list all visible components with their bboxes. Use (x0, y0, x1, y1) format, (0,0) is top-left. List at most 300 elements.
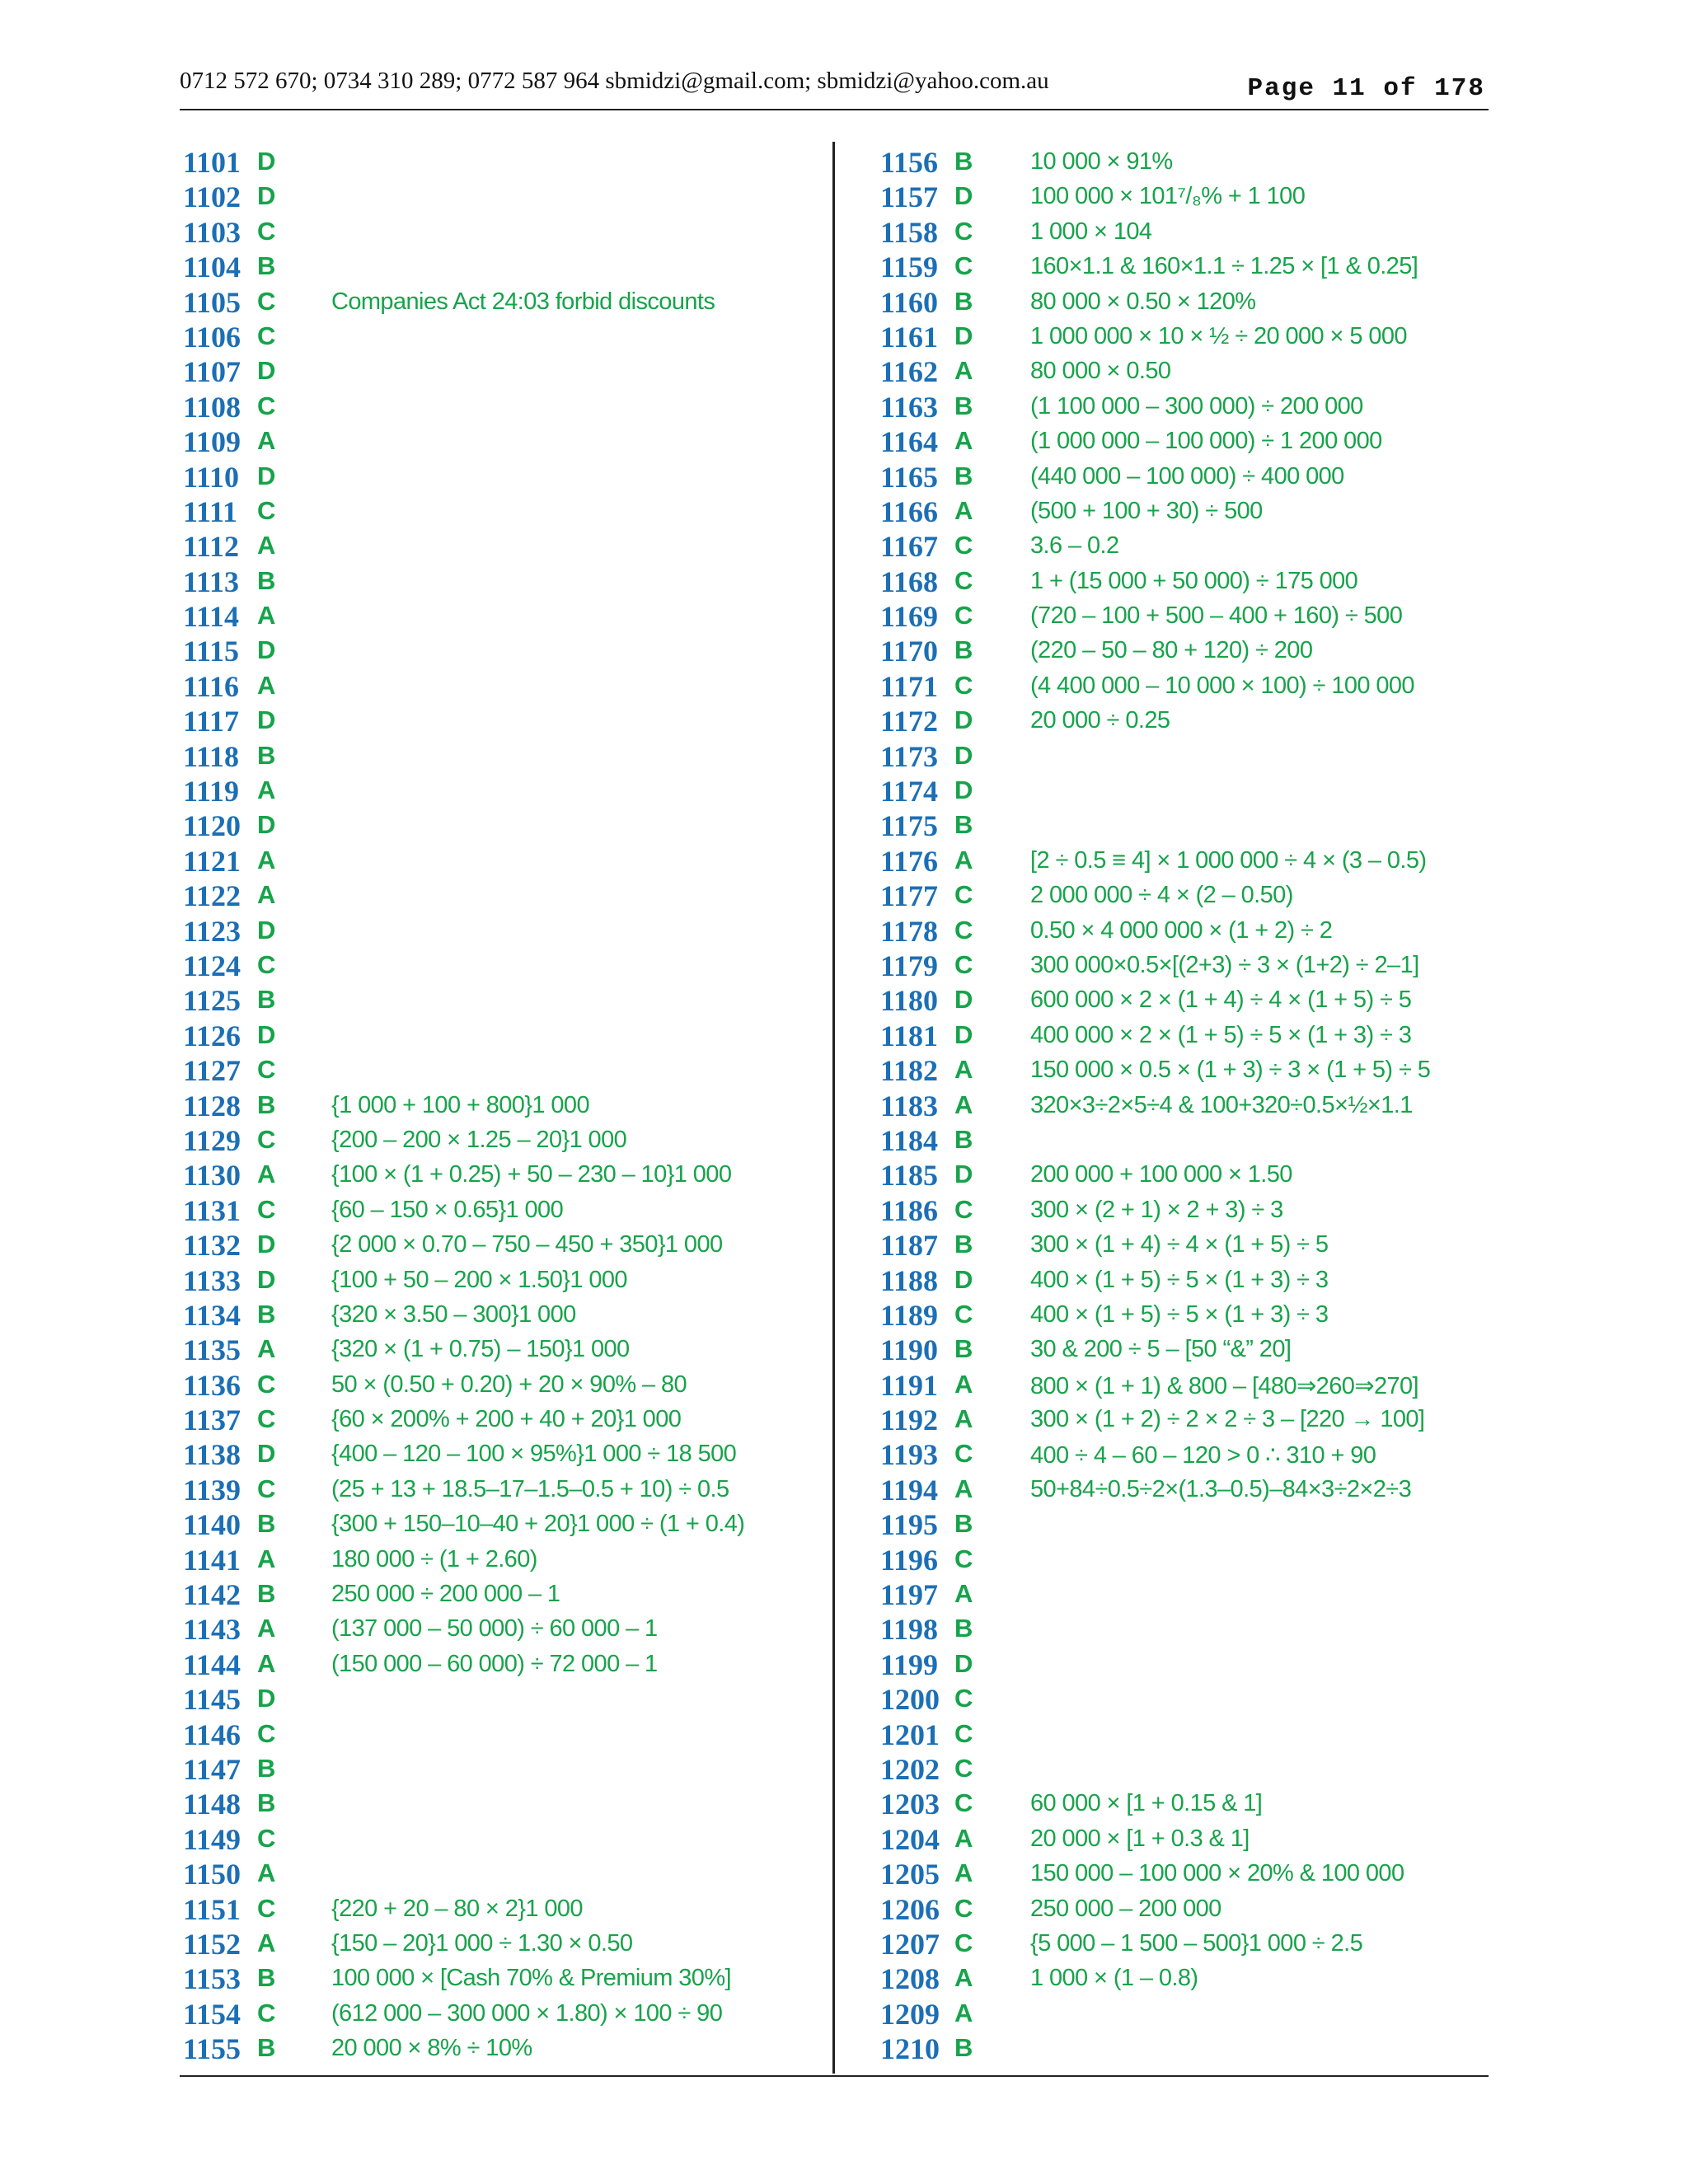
answer-row (880, 701, 1507, 738)
answer-row (183, 980, 826, 1018)
working-note: {2 000 × 0.70 – 750 – 450 + 350}1 000 (331, 1231, 723, 1258)
working-note: (137 000 – 50 000) ÷ 60 000 – 1 (331, 1615, 658, 1643)
working-note: 400 × (1 + 5) ÷ 5 × (1 + 3) ÷ 3 (1030, 1266, 1329, 1293)
question-number: 1118 (183, 739, 240, 773)
question-number: 1168 (880, 565, 939, 598)
question-number: 1119 (183, 775, 240, 808)
question-number: 1173 (880, 739, 939, 773)
answer-row (183, 1714, 826, 1749)
answer-row (183, 561, 826, 596)
question-number: 1112 (183, 530, 240, 564)
answer-letter: D (257, 635, 276, 665)
answer-letter: C (257, 391, 276, 420)
answer-row (183, 911, 826, 948)
question-number: 1134 (183, 1298, 241, 1332)
answer-letter: A (954, 1963, 973, 1993)
working-note: 20 000 ÷ 0.25 (1030, 707, 1170, 734)
working-note: Companies Act 24:03 forbid discounts (331, 288, 715, 315)
answer-row (183, 666, 826, 701)
working-note: (220 – 50 – 80 + 120) ÷ 200 (1030, 637, 1313, 664)
answer-row (880, 911, 1507, 948)
answer-row (183, 387, 826, 424)
question-number: 1104 (183, 251, 241, 284)
answer-row (880, 491, 1507, 526)
working-note: 3.6 – 0.2 (1030, 532, 1119, 560)
question-number: 1148 (183, 1788, 241, 1821)
answer-row (183, 841, 826, 878)
working-note: (25 + 13 + 18.5–17–1.5–0.5 + 10) ÷ 0.5 (331, 1475, 729, 1502)
answer-row (880, 561, 1507, 596)
contact-details: 0712 572 670; 0734 310 289; 0772 587 964 sbmidzi@gmail.com; sbmidzi@yahoo.com.au (180, 68, 1049, 94)
working-note: 400 000 × 2 × (1 + 5) ÷ 5 × (1 + 3) ÷ 3 (1030, 1021, 1412, 1048)
answer-row (880, 316, 1507, 354)
answer-letter: D (257, 810, 276, 840)
question-number: 1150 (183, 1858, 241, 1891)
answer-letter: D (954, 181, 973, 211)
working-note: (720 – 100 + 500 – 400 + 160) ÷ 500 (1030, 602, 1403, 630)
question-number: 1102 (183, 180, 241, 214)
answer-row (880, 1260, 1507, 1295)
answer-row (183, 1260, 826, 1295)
working-note: (500 + 100 + 30) ÷ 500 (1030, 497, 1263, 524)
answer-row (880, 1958, 1507, 1996)
answer-letter: C (954, 1893, 973, 1923)
question-number: 1157 (880, 180, 939, 214)
working-note: 160×1.1 & 160×1.1 ÷ 1.25 × [1 & 0.25] (1030, 253, 1418, 280)
question-number: 1184 (880, 1123, 939, 1157)
question-number: 1167 (880, 530, 939, 564)
question-number: 1179 (880, 949, 939, 982)
working-note: (1 000 000 – 100 000) ÷ 1 200 000 (1030, 428, 1382, 455)
question-number: 1161 (880, 320, 939, 354)
answer-letter: B (954, 1230, 973, 1259)
working-note: (1 100 000 – 300 000) ÷ 200 000 (1030, 392, 1363, 419)
answer-row (880, 176, 1507, 214)
answer-row (183, 1399, 826, 1437)
answer-letter: A (257, 1160, 276, 1189)
working-note: 30 & 200 ÷ 5 – [50 “&” 20] (1030, 1336, 1292, 1363)
question-number: 1147 (183, 1752, 241, 1786)
answer-letter: C (257, 1124, 276, 1154)
answer-letter: D (257, 915, 276, 944)
working-note: (4 400 000 – 10 000 × 100) ÷ 100 000 (1030, 672, 1414, 699)
answer-letter: A (954, 845, 973, 874)
column-divider (832, 142, 835, 2074)
question-number: 1135 (183, 1333, 241, 1367)
answer-letter: A (257, 1544, 276, 1573)
question-number: 1196 (880, 1543, 939, 1577)
question-number: 1164 (880, 425, 939, 459)
question-number: 1180 (880, 984, 939, 1018)
question-number: 1108 (183, 390, 241, 424)
answer-letter: C (954, 1753, 973, 1783)
question-number: 1202 (880, 1752, 940, 1786)
answer-letter: A (257, 1614, 276, 1643)
answer-letter: C (954, 1299, 973, 1329)
answer-letter: A (954, 1404, 973, 1434)
question-number: 1137 (183, 1404, 241, 1437)
question-number: 1139 (183, 1473, 241, 1507)
question-number: 1110 (183, 460, 240, 494)
answer-letter: D (954, 1264, 973, 1294)
question-number: 1129 (183, 1123, 241, 1157)
answer-row (880, 1924, 1507, 1961)
answer-letter: D (257, 1230, 276, 1259)
answer-letter: A (954, 495, 973, 525)
question-number: 1127 (183, 1054, 241, 1088)
question-number: 1155 (183, 2032, 241, 2066)
answer-letter: A (257, 601, 276, 630)
answer-letter: B (954, 1614, 973, 1643)
answer-column-left (183, 142, 826, 2066)
working-note: 320×3÷2×5÷4 & 100+320÷0.5×½×1.1 (1030, 1091, 1413, 1118)
answer-row (183, 1155, 826, 1193)
answer-letter: C (954, 1439, 973, 1469)
answer-letter: A (257, 531, 276, 560)
answer-row (183, 1958, 826, 1996)
answer-letter: B (257, 1753, 276, 1783)
answer-row (880, 1889, 1507, 1924)
question-number: 1175 (880, 809, 939, 843)
answer-row (880, 1644, 1507, 1679)
question-number: 1143 (183, 1613, 241, 1647)
answer-letter: B (257, 1090, 276, 1119)
answer-row (880, 1050, 1507, 1088)
question-number: 1166 (880, 494, 939, 528)
working-note: {150 – 20}1 000 ÷ 1.30 × 0.50 (331, 1929, 633, 1957)
answer-row (880, 1120, 1507, 1155)
question-number: 1178 (880, 914, 939, 948)
answer-letter: A (257, 670, 276, 700)
answer-letter: D (257, 705, 276, 735)
answer-row (183, 282, 826, 319)
answer-row (183, 1854, 826, 1891)
answer-row (183, 1504, 826, 1542)
answer-row (880, 1749, 1507, 1786)
answer-row (183, 1609, 826, 1647)
answer-row (183, 1994, 826, 2031)
answer-letter: A (954, 1090, 973, 1119)
question-number: 1141 (183, 1543, 241, 1577)
question-number: 1208 (880, 1962, 940, 1996)
working-note: {5 000 – 1 500 – 500}1 000 ÷ 2.5 (1030, 1929, 1363, 1957)
answer-row (880, 596, 1507, 634)
answer-letter: B (954, 1509, 973, 1539)
working-note: (612 000 – 300 000 × 1.80) × 100 ÷ 90 (331, 1999, 723, 2027)
working-note: 80 000 × 0.50 × 120% (1030, 288, 1256, 315)
working-note: 150 000 – 100 000 × 20% & 100 000 (1030, 1860, 1404, 1887)
answer-letter: B (257, 1509, 276, 1539)
question-number: 1130 (183, 1159, 241, 1193)
answer-row (183, 2028, 826, 2066)
answer-row (880, 1190, 1507, 1225)
answer-letter: C (954, 1788, 973, 1818)
answer-row (880, 457, 1507, 494)
answer-row (183, 1365, 826, 1402)
answer-letter: A (954, 1858, 973, 1888)
working-note: {60 × 200% + 200 + 40 + 20}1 000 (331, 1406, 682, 1433)
working-note: 0.50 × 4 000 000 × (1 + 2) ÷ 2 (1030, 916, 1333, 944)
answer-row (183, 805, 826, 843)
answer-row (183, 457, 826, 494)
question-number: 1133 (183, 1263, 241, 1297)
answer-row (183, 1819, 826, 1854)
answer-letter: A (257, 1334, 276, 1364)
answer-row (183, 1924, 826, 1961)
answer-row (880, 421, 1507, 459)
working-note: 150 000 × 0.5 × (1 + 3) ÷ 3 × (1 + 5) ÷ 5 (1030, 1057, 1431, 1084)
working-note: 250 000 ÷ 200 000 – 1 (331, 1581, 560, 1608)
question-number: 1160 (880, 285, 939, 319)
answer-letter: C (954, 251, 973, 281)
answer-row (183, 1190, 826, 1225)
answer-letter: D (257, 1684, 276, 1713)
answer-letter: A (257, 1648, 276, 1678)
answer-row (183, 1295, 826, 1332)
working-note: 400 × (1 + 5) ÷ 5 × (1 + 3) ÷ 3 (1030, 1301, 1329, 1328)
question-number: 1188 (880, 1263, 939, 1297)
answer-letter: D (954, 705, 973, 735)
answer-letter: D (257, 147, 276, 176)
answer-letter: D (257, 1264, 276, 1294)
answer-letter: B (954, 2033, 973, 2063)
question-number: 1198 (880, 1613, 939, 1647)
answer-row (183, 1120, 826, 1155)
question-number: 1120 (183, 809, 241, 843)
answer-letter: C (257, 1404, 276, 1434)
answer-row (880, 1225, 1507, 1263)
answer-row (183, 875, 826, 913)
answer-letter: C (257, 495, 276, 525)
answer-row (183, 176, 826, 214)
answer-row (183, 1085, 826, 1120)
question-number: 1159 (880, 251, 939, 284)
question-number: 1193 (880, 1438, 939, 1472)
question-number: 1199 (880, 1647, 939, 1681)
question-number: 1151 (183, 1892, 241, 1926)
answer-row (183, 1644, 826, 1679)
answer-letter: D (257, 356, 276, 386)
question-number: 1101 (183, 146, 241, 179)
answer-row (183, 1015, 826, 1050)
answer-letter: A (954, 1369, 973, 1399)
working-note: {100 × (1 + 0.25) + 50 – 230 – 10}1 000 (331, 1161, 732, 1188)
answer-row (880, 1679, 1507, 1717)
answer-letter: D (257, 1019, 276, 1049)
answer-letter: B (257, 740, 276, 770)
working-note: 60 000 × [1 + 0.15 & 1] (1030, 1790, 1263, 1817)
working-note: 200 000 + 100 000 × 1.50 (1030, 1161, 1292, 1188)
question-number: 1116 (183, 669, 240, 703)
answer-letter: D (954, 1160, 973, 1189)
question-number: 1144 (183, 1647, 241, 1681)
answer-row (880, 980, 1507, 1018)
working-note: 400 ÷ 4 – 60 – 120 > 0 ∴ 310 + 90 (1030, 1442, 1376, 1469)
question-number: 1195 (880, 1508, 939, 1542)
working-note: 80 000 × 0.50 (1030, 358, 1171, 385)
working-note: 2 000 000 ÷ 4 × (2 – 0.50) (1030, 882, 1293, 909)
working-note: {320 × (1 + 0.75) – 150}1 000 (331, 1336, 630, 1363)
answer-letter: C (257, 1823, 276, 1853)
answer-letter: C (257, 1718, 276, 1748)
answer-letter: B (257, 1788, 276, 1818)
answer-row (880, 1609, 1507, 1647)
working-note: {100 + 50 – 200 × 1.50}1 000 (331, 1266, 627, 1293)
question-number: 1107 (183, 355, 241, 389)
answer-letter: A (257, 1858, 276, 1888)
answer-letter: C (954, 1684, 973, 1713)
question-number: 1140 (183, 1508, 241, 1542)
answer-letter: A (257, 880, 276, 910)
page-number: Page 11 of 178 (1247, 74, 1485, 103)
working-note: [2 ÷ 0.5 ≡ 4] × 1 000 000 ÷ 4 × (3 – 0.5) (1030, 846, 1427, 874)
answer-letter: C (954, 1194, 973, 1224)
question-number: 1125 (183, 984, 241, 1018)
answer-letter: C (257, 1194, 276, 1224)
answer-row (880, 1085, 1507, 1120)
answer-letter: C (257, 949, 276, 979)
answer-letter: C (954, 565, 973, 595)
answer-row (183, 1225, 826, 1263)
footer-rule (180, 2075, 1489, 2077)
answer-letter: A (954, 1055, 973, 1085)
answer-letter: C (257, 1055, 276, 1085)
answer-row (183, 1574, 826, 1612)
answer-row (183, 1889, 826, 1924)
answer-row (183, 630, 826, 668)
answer-row (183, 1783, 826, 1821)
answer-letter: B (257, 1963, 276, 1993)
question-number: 1210 (880, 2032, 940, 2066)
answer-row (183, 491, 826, 526)
question-number: 1187 (880, 1229, 939, 1263)
answer-letter: D (954, 321, 973, 350)
answer-row (183, 1679, 826, 1717)
question-number: 1154 (183, 1997, 241, 2031)
question-number: 1158 (880, 215, 939, 249)
answer-row (183, 1469, 826, 1507)
answer-letter: C (954, 949, 973, 979)
question-number: 1142 (183, 1578, 241, 1612)
working-note: {300 + 150–10–40 + 20}1 000 ÷ (1 + 0.4) (331, 1511, 745, 1538)
question-number: 1109 (183, 425, 241, 459)
answer-letter: B (954, 286, 973, 316)
answer-letter: B (954, 391, 973, 420)
question-number: 1182 (880, 1054, 939, 1088)
answer-letter: C (954, 216, 973, 246)
question-number: 1105 (183, 285, 241, 319)
answer-column-right (880, 142, 1507, 2066)
question-number: 1191 (880, 1368, 939, 1402)
working-note: 180 000 ÷ (1 + 2.60) (331, 1545, 537, 1572)
answer-row (183, 1540, 826, 1577)
answer-row (880, 1155, 1507, 1193)
answer-letter: B (257, 1579, 276, 1609)
answer-row (880, 246, 1507, 284)
answer-letter: C (257, 286, 276, 316)
working-note: {200 – 200 × 1.25 – 20}1 000 (331, 1126, 627, 1153)
answer-letter: A (257, 845, 276, 874)
answer-letter: D (257, 1439, 276, 1469)
question-number: 1128 (183, 1089, 241, 1122)
answer-row (880, 841, 1507, 878)
answer-row (183, 771, 826, 808)
answer-row (880, 1714, 1507, 1749)
question-number: 1117 (183, 705, 240, 738)
question-number: 1200 (880, 1683, 940, 1717)
question-number: 1204 (880, 1822, 940, 1856)
question-number: 1146 (183, 1718, 241, 1751)
answer-letter: D (954, 1648, 973, 1678)
question-number: 1124 (183, 949, 241, 982)
answer-row (880, 1329, 1507, 1367)
answer-row (880, 1295, 1507, 1332)
answer-letter: C (257, 1369, 276, 1399)
answer-letter: D (954, 740, 973, 770)
question-number: 1203 (880, 1788, 940, 1821)
answer-letter: A (954, 1474, 973, 1503)
working-note: 600 000 × 2 × (1 + 4) ÷ 4 × (1 + 5) ÷ 5 (1030, 987, 1412, 1014)
question-number: 1132 (183, 1229, 241, 1263)
answer-row (880, 1574, 1507, 1612)
question-number: 1162 (880, 355, 939, 389)
answer-row (880, 1469, 1507, 1507)
question-number: 1207 (880, 1927, 940, 1961)
working-note: {60 – 150 × 0.65}1 000 (331, 1196, 564, 1223)
answer-letter: B (257, 251, 276, 281)
page-header (180, 63, 1489, 110)
working-note: 300 × (1 + 2) ÷ 2 × 2 ÷ 3 – [220 → 100] (1030, 1406, 1425, 1433)
working-note: 10 000 × 91% (1030, 148, 1173, 175)
question-number: 1113 (183, 565, 240, 598)
answer-row (183, 1749, 826, 1786)
question-number: 1192 (880, 1404, 939, 1437)
answer-letter: D (257, 181, 276, 211)
question-number: 1153 (183, 1962, 241, 1996)
question-number: 1115 (183, 635, 240, 668)
answer-row (880, 666, 1507, 701)
question-number: 1103 (183, 215, 241, 249)
question-number: 1206 (880, 1892, 940, 1926)
answer-row (183, 1050, 826, 1088)
answer-row (880, 736, 1507, 771)
answer-letter: B (954, 461, 973, 490)
answer-letter: B (257, 985, 276, 1015)
answer-letter: B (257, 1299, 276, 1329)
question-number: 1177 (880, 879, 939, 913)
working-note: 1 000 × (1 – 0.8) (1030, 1965, 1198, 1992)
answer-letter: A (257, 776, 276, 805)
question-number: 1189 (880, 1298, 939, 1332)
answer-row (183, 212, 826, 249)
answer-letter: C (954, 531, 973, 560)
answer-letter: C (954, 601, 973, 630)
answer-letter: B (954, 1334, 973, 1364)
answer-letter: B (954, 810, 973, 840)
answer-letter: B (954, 147, 973, 176)
question-number: 1163 (880, 390, 939, 424)
answer-letter: C (257, 1893, 276, 1923)
question-number: 1183 (880, 1089, 939, 1122)
answer-row (183, 142, 826, 179)
answer-letter: B (257, 565, 276, 595)
question-number: 1145 (183, 1683, 241, 1717)
working-note: 20 000 × [1 + 0.3 & 1] (1030, 1825, 1250, 1852)
answer-row (880, 526, 1507, 564)
question-number: 1194 (880, 1473, 939, 1507)
answer-letter: D (954, 1019, 973, 1049)
answer-row (183, 316, 826, 354)
